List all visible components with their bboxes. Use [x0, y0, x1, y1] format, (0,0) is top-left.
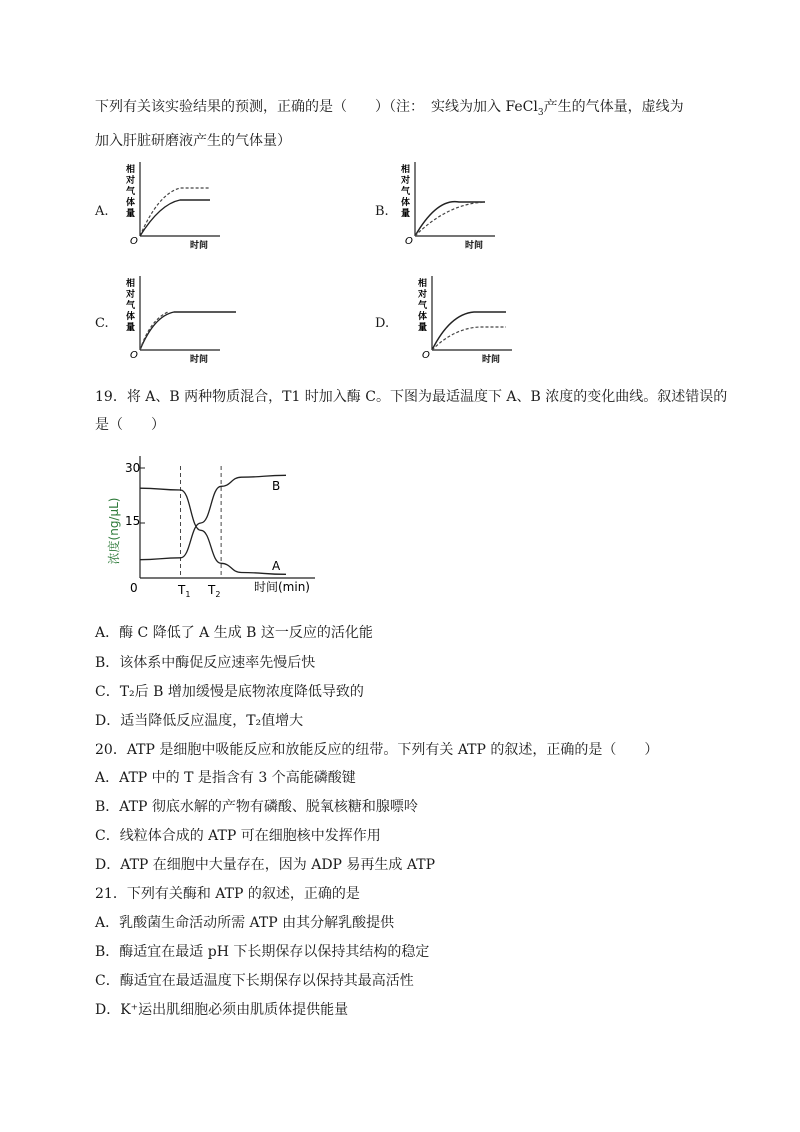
- q18-c-ylabel-2: 气: [126, 301, 136, 311]
- q18-d-ylabel-3: 体: [418, 312, 428, 322]
- q18-a-solid-curve: [140, 200, 210, 236]
- q18-d-solid-curve: [432, 312, 506, 350]
- q18-c-solid-curve: [140, 312, 236, 350]
- q18-c-dashed-curve: [140, 312, 168, 350]
- q20-option-c: C．线粒体合成的 ATP 可在细胞核中发挥作用: [95, 828, 381, 844]
- q19-ytick-15: 15: [125, 514, 141, 528]
- q18-b-ylabel-3: 体: [401, 198, 411, 208]
- q18-d-ylabel-2: 气: [418, 301, 428, 311]
- q18-c-ylabel-4: 量: [126, 323, 136, 333]
- q18-c-origin: O: [130, 350, 138, 361]
- q18-a-ylabel-4: 量: [126, 209, 136, 219]
- q18-option-b-graph: [393, 158, 503, 250]
- q18-b-ylabel-2: 气: [401, 187, 411, 197]
- q18-c-xlabel: 时间: [190, 355, 209, 364]
- q19-option-b: B．该体系中酶促反应速率先慢后快: [95, 655, 316, 671]
- q18-option-c-graph: [118, 272, 238, 364]
- q18-d-ylabel-4: 量: [418, 323, 428, 333]
- q19-stem-line2: 是（ ）: [95, 417, 165, 433]
- q19-ytick-30: 30: [125, 461, 141, 475]
- q18-b-ylabel-1: 对: [401, 176, 411, 186]
- q21-option-a: A．乳酸菌生命活动所需 ATP 由其分解乳酸提供: [95, 915, 395, 931]
- q18-b-dashed-curve: [415, 202, 485, 236]
- q18-d-ylabel-0: 相: [418, 279, 428, 289]
- q18-a-origin: O: [130, 236, 138, 247]
- q18-a-ylabel-2: 气: [126, 187, 136, 197]
- q21-option-b: B．酶适宜在最适 pH 下长期保存以保持其结构的稳定: [95, 944, 430, 960]
- q18-d-origin: O: [422, 350, 430, 361]
- q18-option-a-label: A.: [95, 204, 109, 219]
- q18-c-ylabel-0: 相: [126, 279, 136, 289]
- q18-a-ylabel-1: 对: [126, 176, 136, 186]
- q19-option-a: A．酶 C 降低了 A 生成 B 这一反应的活化能: [95, 625, 373, 641]
- q21-option-c: C．酶适宜在最适温度下长期保存以保持其最高活性: [95, 973, 414, 989]
- q18-d-dashed-curve: [432, 327, 506, 350]
- q19-chart: [100, 448, 330, 608]
- q18-b-origin: O: [405, 236, 413, 247]
- q18-d-xlabel: 时间: [482, 355, 501, 364]
- q19-series-label-b: B: [272, 479, 281, 493]
- q18-option-d-label: D.: [375, 316, 390, 331]
- q20-option-a: A．ATP 中的 T 是指含有 3 个高能磷酸键: [95, 770, 356, 786]
- q19-option-c: C．T₂后 B 增加缓慢是底物浓度降低导致的: [95, 684, 364, 700]
- q20-option-b: B．ATP 彻底水解的产物有磷酸、脱氧核糖和腺嘌呤: [95, 799, 418, 815]
- q19-xlabel: 时间(min): [254, 580, 310, 594]
- q18-b-ylabel-0: 相: [401, 165, 411, 175]
- q18-stem-line1: 下列有关该实验结果的预测，正确的是（ ）（注： 实线为加入 FeCl$_3$产生的气体量，虚线为: [95, 99, 684, 118]
- q18-a-ylabel-3: 体: [126, 198, 136, 208]
- q18-d-ylabel-1: 对: [418, 290, 428, 300]
- q18-b-ylabel-4: 量: [401, 209, 411, 219]
- q18-a-dashed-curve: [140, 188, 210, 236]
- q18-a-ylabel-0: 相: [126, 165, 136, 175]
- q18-stem-line2: 加入肝脏研磨液产生的气体量）: [95, 133, 291, 149]
- q19-xtick-t1: $T_1$: [178, 583, 191, 599]
- q18-option-b-label: B.: [375, 204, 389, 219]
- q18-b-solid-curve: [415, 202, 485, 236]
- q19-option-d: D．适当降低反应温度，T₂值增大: [95, 713, 304, 729]
- q19-origin: 0: [130, 581, 138, 595]
- q21-stem: 21．下列有关酶和 ATP 的叙述，正确的是: [95, 886, 360, 902]
- q18-b-xlabel: 时间: [465, 241, 484, 250]
- q19-series-b: [140, 475, 286, 559]
- q21-option-d: D．K⁺运出肌细胞必须由肌质体提供能量: [95, 1002, 349, 1018]
- q18-option-d-graph: [410, 272, 530, 364]
- q20-stem: 20．ATP 是细胞中吸能反应和放能反应的纽带。下列有关 ATP 的叙述，正确的是（ ）: [95, 742, 659, 758]
- q18-c-ylabel-3: 体: [126, 312, 136, 322]
- q18-a-xlabel: 时间: [190, 241, 209, 250]
- q18-c-ylabel-1: 对: [126, 290, 136, 300]
- q20-option-d: D．ATP 在细胞中大量存在，因为 ADP 易再生成 ATP: [95, 857, 435, 873]
- q18-option-c-label: C.: [95, 316, 109, 331]
- q19-xtick-t2: $T_2$: [208, 583, 221, 599]
- q19-ylabel: 浓度(ng/μL): [107, 497, 121, 565]
- q19-series-a: [140, 488, 286, 574]
- q19-stem-line1: 19．将 A、B 两种物质混合，T1 时加入酶 C。下图为最适温度下 A、B 浓度的变化曲线。叙述错误的: [95, 389, 728, 405]
- q19-series-label-a: A: [272, 559, 281, 573]
- q18-option-a-graph: [118, 158, 228, 250]
